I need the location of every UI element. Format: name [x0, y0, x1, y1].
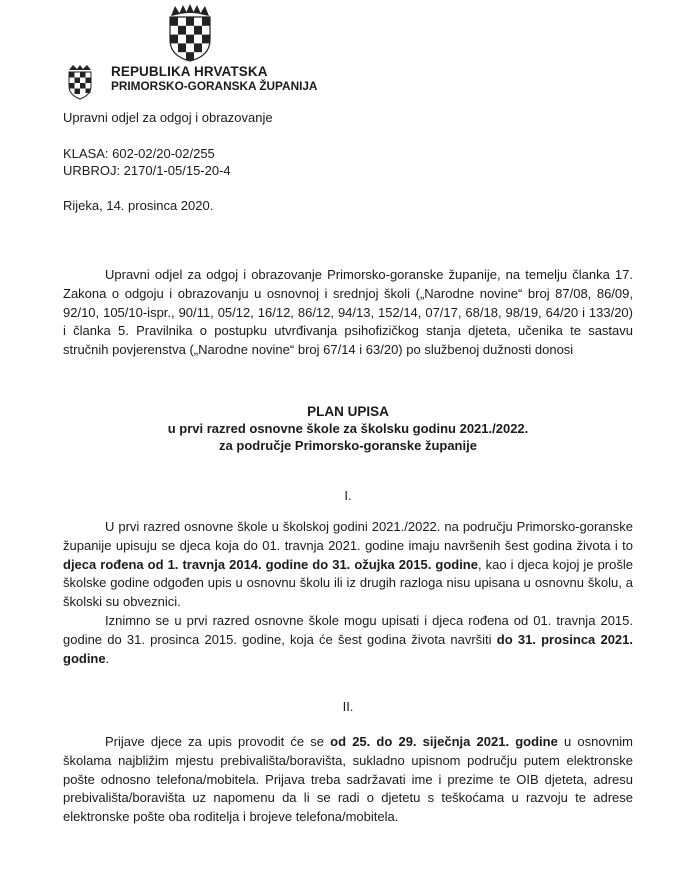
section-1-body — [63, 518, 633, 668]
klasa-line: KLASA: 602-02/20-02/255 — [63, 146, 215, 161]
section-2-body — [63, 733, 633, 827]
preamble-text: Upravni odjel za odgoj i obrazovanje Primorsko-goranske županije, na temelju članka 17. Zakona o odgoju i obrazovanju u osnovnoj i srednjoj školi („Narodne novine“ broj 87/08, 86/09, 92/10, 105/10-ispr., 90/11, 05/12, 16/12, 86/12, 94/13, 152/14, 07/17, 68/18, 98/19, 64/20 i 133/20) i članka 5. Pravilnika o postupku utvrđivanja psihofizičkog stanja djeteta, učenika te sastavu stručnih povjerenstva („Narodne novine“ broj 67/14 i 63/20) po službenoj dužnosti donosi — [63, 267, 633, 358]
department-name: Upravni odjel za odgoj i obrazovanje — [63, 110, 273, 125]
section-1-paragraph-2: Iznimno se u prvi razred osnovne škole mogu upisati i djeca rođena od 01. travnja 2015. godine do 31. prosinca 2015. godine, koja će šest godina života navršiti do 31. prosinca 2021. godine. — [63, 612, 634, 666]
republic-name: REPUBLIKA HRVATSKA — [111, 64, 268, 79]
document-subtitle: u prvi razred osnovne škole za školsku godinu 2021./2022. — [167, 421, 529, 436]
preamble-paragraph — [63, 266, 633, 360]
croatian-coat-of-arms-icon — [168, 4, 212, 62]
section-heading-2: II. — [342, 699, 354, 714]
county-emblem-icon — [67, 64, 93, 100]
county-name: PRIMORSKO-GORANSKA ŽUPANIJA — [111, 79, 318, 93]
place-date: Rijeka, 14. prosinca 2020. — [63, 198, 214, 213]
section-2-paragraph-1: Prijave djece za upis provodit će se od 25. do 29. siječnja 2021. godine u osnovnim školama najbližim mjestu prebivališta/boravišta, sukladno upisnom području putem elektronske pošte odnosno telefona/mobitela. Prijava treba sadržavati ime i prezime te OIB djeteta, adresu prebivališta/boravišta uz napomenu da li se radi o djetetu s teškoćama u razvoju te adrese elektronske pošte oba roditelja i brojeve telefona/mobitela. — [63, 734, 633, 825]
urbroj-line: URBROJ: 2170/1-05/15-20-4 — [63, 163, 231, 178]
document-subtitle-area: za područje Primorsko-goranske županije — [219, 438, 477, 453]
document-title: PLAN UPISA — [307, 404, 389, 419]
section-1-paragraph-1: U prvi razred osnovne škole u školskoj godini 2021./2022. na području Primorsko-goranske županije upisuju se djeca koja do 01. travnja 2021. godine imaju navršenih šest godina života i to djeca rođena od 1. travnja 2014. godine do 31. ožujka 2015. godine, kao i djeca kojoj je prošle školske godine odgođen upis u osnovnu školu ili iz drugih razloga nisu upisana u osnovnu školu, a školski su obveznici. — [63, 519, 633, 610]
section-heading-1: I. — [344, 488, 352, 503]
